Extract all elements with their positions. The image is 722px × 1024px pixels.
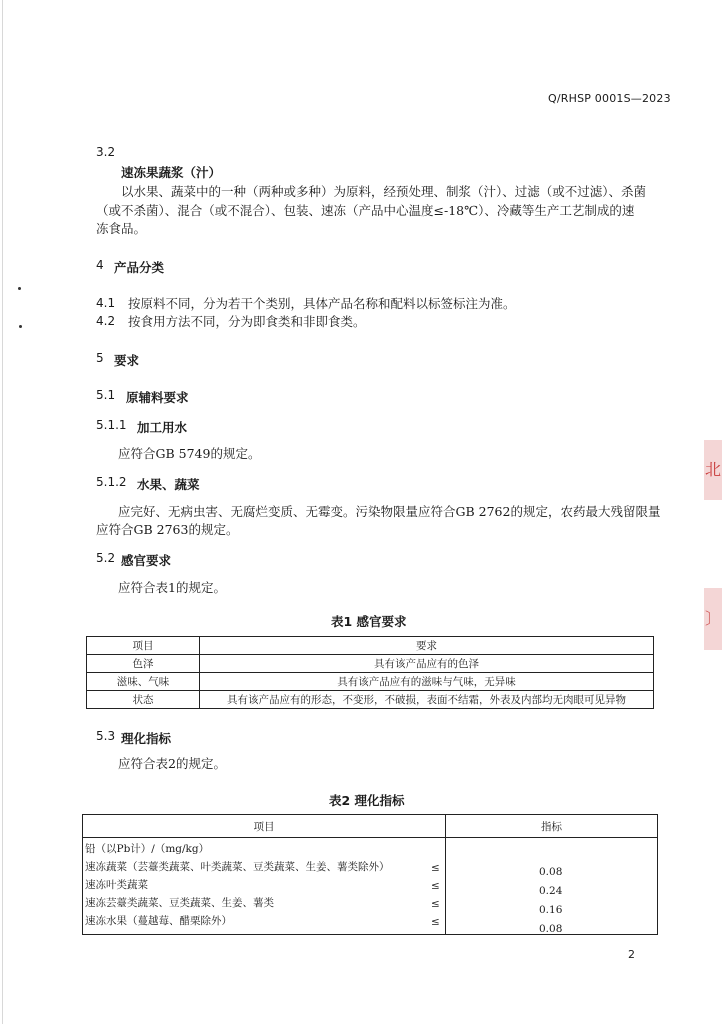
operator: ≤ <box>431 880 440 892</box>
table-cell: 滋味、气味 <box>87 673 200 691</box>
section-title: 原辅料要求 <box>126 390 189 405</box>
value: 0.24 <box>539 885 563 897</box>
table-row <box>87 655 654 673</box>
seal-glyph: 北 <box>704 460 721 479</box>
operator: ≤ <box>431 862 440 874</box>
paragraph-line: 应符合GB 5749的规定。 <box>118 446 261 461</box>
scan-speck <box>19 325 22 328</box>
page-number: 2 <box>628 948 635 961</box>
section-number: 5.1.2 <box>96 475 127 489</box>
table-cell <box>83 838 446 935</box>
operator: ≤ <box>431 916 440 928</box>
table-header-cell: 要求 <box>200 637 654 655</box>
item-label: 速冻蔬菜（芸薹类蔬菜、叶类蔬菜、豆类蔬菜、生姜、薯类除外） <box>85 861 390 873</box>
clause-number: 4.1 <box>96 296 116 310</box>
section-number: 4 <box>96 258 104 272</box>
scan-speck <box>18 287 21 290</box>
value: 0.16 <box>539 904 563 916</box>
table-caption: 表2 理化指标 <box>329 793 405 808</box>
table-header-row <box>87 637 654 655</box>
table-caption: 表1 感官要求 <box>331 614 407 629</box>
section-title: 加工用水 <box>137 420 188 435</box>
table-cell: 状态 <box>87 691 200 709</box>
operator: ≤ <box>431 898 440 910</box>
table-row <box>83 838 658 935</box>
document-code: Q/RHSP 0001S—2023 <box>548 92 671 105</box>
paragraph-line: 应完好、无病虫害、无腐烂变质、无霉变。污染物限量应符合GB 2762的规定，农药最大残留限量 <box>118 504 661 519</box>
value: 0.08 <box>539 923 563 935</box>
table-header-cell: 指标 <box>446 815 658 838</box>
section-title: 产品分类 <box>114 260 165 275</box>
table-cell: 具有该产品应有的滋味与气味，无异味 <box>200 673 654 691</box>
physicochemical-table <box>82 814 658 935</box>
paragraph-line: 以水果、蔬菜中的一种（两种或多种）为原料，经预处理、制浆（汁）、过滤（或不过滤）、杀菌 <box>121 184 647 199</box>
value: 0.08 <box>539 866 563 878</box>
section-number: 5.1 <box>96 388 116 402</box>
paragraph-line: 应符合表2的规定。 <box>118 756 226 771</box>
section-title: 水果、蔬菜 <box>137 477 200 492</box>
section-number: 5 <box>96 351 104 365</box>
table-cell: 具有该产品应有的色泽 <box>200 655 654 673</box>
group-label: 铅（以Pb计）/（mg/kg） <box>85 843 210 855</box>
table-header-cell: 项目 <box>83 815 446 838</box>
scan-edge-line <box>2 0 3 1024</box>
section-title: 要求 <box>114 353 140 368</box>
section-number: 5.2 <box>96 551 116 565</box>
item-label: 速冻叶类蔬菜 <box>85 879 148 891</box>
paragraph-line: （或不杀菌）、混合（或不混合）、包装、速冻（产品中心温度≤-18℃）、冷藏等生产工艺制成的速 <box>96 203 635 218</box>
table-row <box>87 673 654 691</box>
clause-text: 按原料不同，分为若干个类别，具体产品名称和配料以标签标注为准。 <box>128 296 516 311</box>
paragraph-line: 冻食品。 <box>96 221 147 236</box>
section-title: 速冻果蔬浆（汁） <box>121 165 222 180</box>
table-cell: 色泽 <box>87 655 200 673</box>
table-row <box>87 691 654 709</box>
paragraph-line: 应符合表1的规定。 <box>118 580 226 595</box>
clause-number: 4.2 <box>96 314 116 328</box>
section-number: 5.3 <box>96 729 116 743</box>
item-label: 速冻芸薹类蔬菜、豆类蔬菜、生姜、薯类 <box>85 897 274 909</box>
seal-glyph: 〕 <box>704 609 721 628</box>
clause-text: 按食用方法不同，分为即食类和非即食类。 <box>128 314 366 329</box>
section-number: 3.2 <box>96 145 116 159</box>
section-title: 感官要求 <box>121 553 172 568</box>
item-label: 速冻水果（蔓越莓、醋栗除外） <box>85 915 232 927</box>
table-header-cell: 项目 <box>87 637 200 655</box>
section-title: 理化指标 <box>121 731 172 746</box>
red-seal-fragment <box>704 440 722 500</box>
section-number: 5.1.1 <box>96 418 127 432</box>
table-cell <box>446 838 658 935</box>
paragraph-line: 应符合GB 2763的规定。 <box>96 522 239 537</box>
table-cell: 具有该产品应有的形态，不变形，不破损，表面不结霜，外表及内部均无肉眼可见异物 <box>200 691 654 709</box>
table-header-row <box>83 815 658 838</box>
red-seal-fragment <box>704 588 722 650</box>
sensory-table <box>86 636 654 709</box>
